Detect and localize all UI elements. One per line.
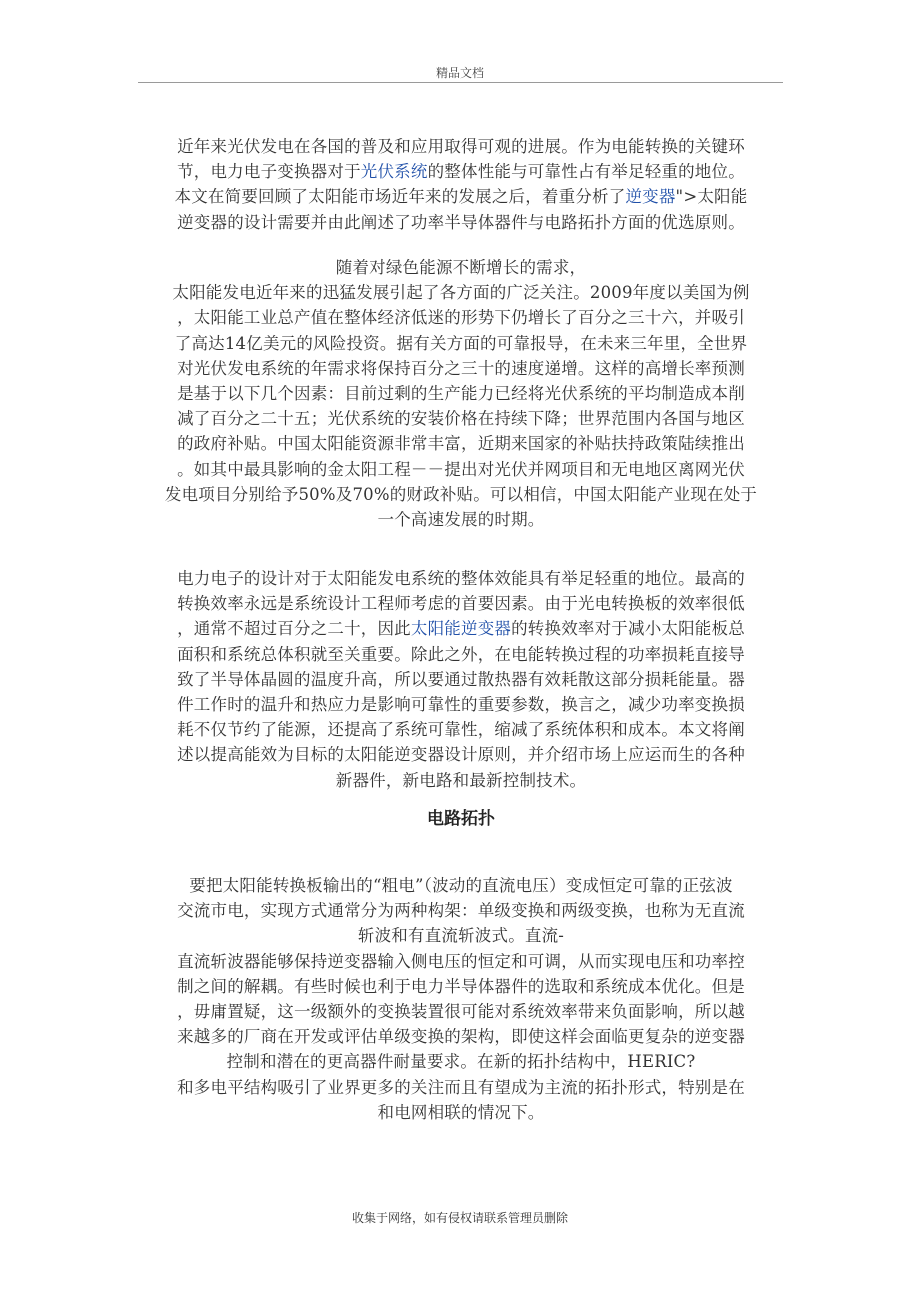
market-line: 的政府补贴。中国太阳能资源非常丰富，近期来国家的补贴扶持政策陆续推出: [177, 434, 745, 454]
intro-paragraph: [146, 134, 776, 235]
efficiency-line: 新器件，新电路和最新控制技术。: [335, 770, 587, 790]
topology-line: 来越多的厂商在开发或评估单级变换的架构，即使这样会面临更复杂的逆变器: [177, 1027, 745, 1047]
topology-paragraph: [146, 873, 776, 1125]
efficiency-line: 面积和系统总体积就至关重要。除此之外，在电能转换过程的功率损耗直接导: [177, 644, 745, 664]
market-line: ，太阳能工业总产值在整体经济低迷的形势下仍增长了百分之三十六，并吸引: [177, 308, 745, 328]
market-line: 对光伏发电系统的年需求将保持百分之三十的速度递增。这样的高增长率预测: [177, 358, 745, 378]
topology-line: 制之间的解耦。有些时候也利于电力半导体器件的选取和系统成本优化。但是: [177, 976, 745, 996]
market-line: 了高达14亿美元的风险投资。据有关方面的可靠报导，在未来三年里，全世界: [174, 333, 748, 353]
efficiency-line: 电力电子的设计对于太阳能发电系统的整体效能具有举足轻重的地位。最高的: [177, 569, 745, 588]
topology-line: 交流市电，实现方式通常分为两种构架：单级变换和两级变换，也称为无直流: [177, 901, 745, 921]
topology-line: 和多电平结构吸引了业界更多的关注而且有望成为主流的拓扑形式，特别是在: [177, 1077, 745, 1097]
market-line: 发电项目分别给予50%及70%的财政补贴。可以相信，中国太阳能产业现在处于: [164, 484, 758, 504]
intro-line-1: 近年来光伏发电在各国的普及和应用取得可观的进展。作为电能转换的关键环: [177, 137, 745, 156]
efficiency-line: 转换效率永远是系统设计工程师考虑的首要因素。由于光电转换板的效率很低: [177, 594, 745, 614]
efficiency-line: ，通常不超过百分之二十，因此太阳能逆变器的转换效率对于减小太阳能板总: [177, 619, 745, 639]
market-line: 太阳能发电近年来的迅猛发展引起了各方面的广泛关注。2009年度以美国为例: [172, 283, 750, 303]
topology-line: 要把太阳能转换板输出的“粗电”（波动的直流电压）变成恒定可靠的正弦波: [189, 876, 733, 895]
market-line: 。如其中最具影响的金太阳工程－－提出对光伏并网项目和无电地区离网光伏: [177, 459, 745, 479]
photovoltaic-system-link[interactable]: 光伏系统: [360, 162, 428, 182]
topology-line: ，毋庸置疑，这一级额外的变换装置很可能对系统效率带来负面影响，所以越: [177, 1002, 745, 1022]
page-footer: 收集于网络，如有侵权请联系管理员删除: [351, 1211, 568, 1225]
section-heading: 电路拓扑: [427, 809, 495, 829]
intro-line-2: 节，电力电子变换器对于光伏系统的整体性能与可靠性占有举足轻重的地位。: [177, 162, 745, 182]
efficiency-line: 述以提高能效为目标的太阳能逆变器设计原则，并介绍市场上应运而生的各种: [177, 745, 745, 765]
market-paragraph: [146, 255, 776, 532]
topology-line: 斩波和有直流斩波式。直流-: [357, 926, 565, 946]
page-header: 精品文档: [435, 66, 484, 80]
intro-line-3: 本文在简要回顾了太阳能市场近年来的发展之后，着重分析了逆变器">太阳能: [174, 187, 748, 207]
efficiency-paragraph: [146, 566, 776, 793]
market-line: 随着对绿色能源不断增长的需求，: [335, 258, 587, 277]
solar-inverter-link[interactable]: 太阳能逆变器: [410, 619, 512, 639]
market-line: 减了百分之二十五；光伏系统的安装价格在持续下降；世界范围内各国与地区: [177, 409, 745, 429]
efficiency-line: 件工作时的温升和热应力是影响可靠性的重要参数，换言之，减少功率变换损: [177, 695, 745, 715]
topology-line: 直流斩波器能够保持逆变器输入侧电压的恒定和可调，从而实现电压和功率控: [177, 951, 745, 971]
topology-line: 和电网相联的情况下。: [377, 1102, 545, 1122]
topology-line: 控制和潜在的更高器件耐量要求。在新的拓扑结构中，HERIC?: [226, 1052, 696, 1072]
inverter-link[interactable]: 逆变器: [625, 187, 676, 207]
market-line: 是基于以下几个因素：目前过剩的生产能力已经将光伏系统的平均制造成本削: [177, 384, 745, 404]
efficiency-line: 耗不仅节约了能源，还提高了系统可靠性，缩减了系统体积和成本。本文将阐: [177, 720, 745, 740]
market-line: 一个高速发展的时期。: [377, 510, 545, 530]
efficiency-line: 致了半导体晶圆的温度升高，所以要通过散热器有效耗散这部分损耗能量。器: [177, 669, 745, 689]
intro-line-4: 逆变器的设计需要并由此阐述了功率半导体器件与电路拓扑方面的优选原则。: [177, 212, 745, 232]
header-rule: [138, 82, 783, 83]
